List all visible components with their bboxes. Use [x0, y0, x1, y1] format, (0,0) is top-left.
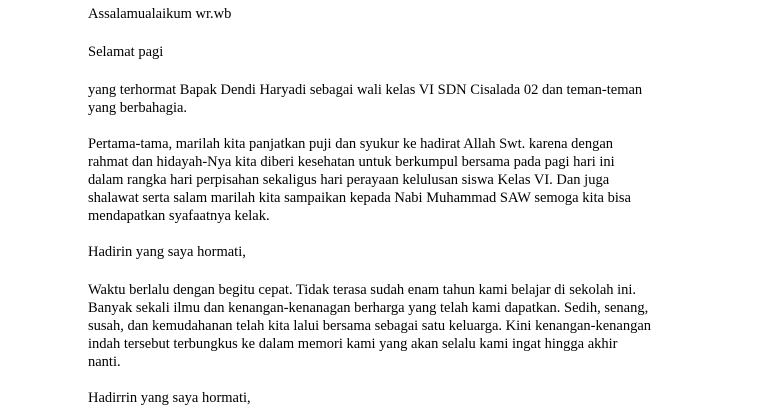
- honorific-heading: Hadirrin yang saya hormati,: [88, 390, 251, 406]
- greeting-line: Assalamualaikum wr.wb: [88, 6, 232, 22]
- opening-line: mendapatkan syafaatnya kelak.: [88, 208, 270, 224]
- honorific-heading: Hadirin yang saya hormati,: [88, 244, 246, 260]
- opening-line: rahmat dan hidayah-Nya kita diberi kesehatan untuk berkumpul bersama pada pagi hari ini: [88, 154, 615, 170]
- opening-line: Pertama-tama, marilah kita panjatkan puji dan syukur ke hadirat Allah Swt. karena dengan: [88, 136, 614, 152]
- address-paragraph: [88, 81, 642, 117]
- memories-line: indah tersebut terbungkus ke dalam memori kami yang akan selalu kami ingat hingga akhir: [88, 336, 618, 352]
- address-line: yang terhormat Bapak Dendi Haryadi sebagai wali kelas VI SDN Cisalada 02 dan teman-teman: [88, 82, 643, 98]
- memories-line: nanti.: [88, 354, 121, 370]
- address-line: yang berbahagia.: [88, 100, 188, 116]
- opening-paragraph: [88, 135, 631, 225]
- opening-line: dalam rangka hari perpisahan sekaligus hari perayaan kelulusan siswa Kelas VI. Dan juga: [88, 172, 610, 188]
- memories-line: susah, dan kemudahanan telah kita lalui bersama sebagai satu keluarga. Kini kenangan-kenangan: [88, 318, 652, 334]
- memories-paragraph: [88, 281, 651, 371]
- morning-greeting: Selamat pagi: [88, 44, 164, 60]
- memories-line: Waktu berlalu dengan begitu cepat. Tidak terasa sudah enam tahun kami belajar di sekolah ini.: [88, 282, 637, 298]
- opening-line: shalawat serta salam marilah kita sampaikan kepada Nabi Muhammad SAW semoga kita bisa: [88, 190, 631, 206]
- memories-line: Banyak sekali ilmu dan kenangan-kenanagan berharga yang telah kami dapatkan. Sedih, senang,: [88, 300, 649, 316]
